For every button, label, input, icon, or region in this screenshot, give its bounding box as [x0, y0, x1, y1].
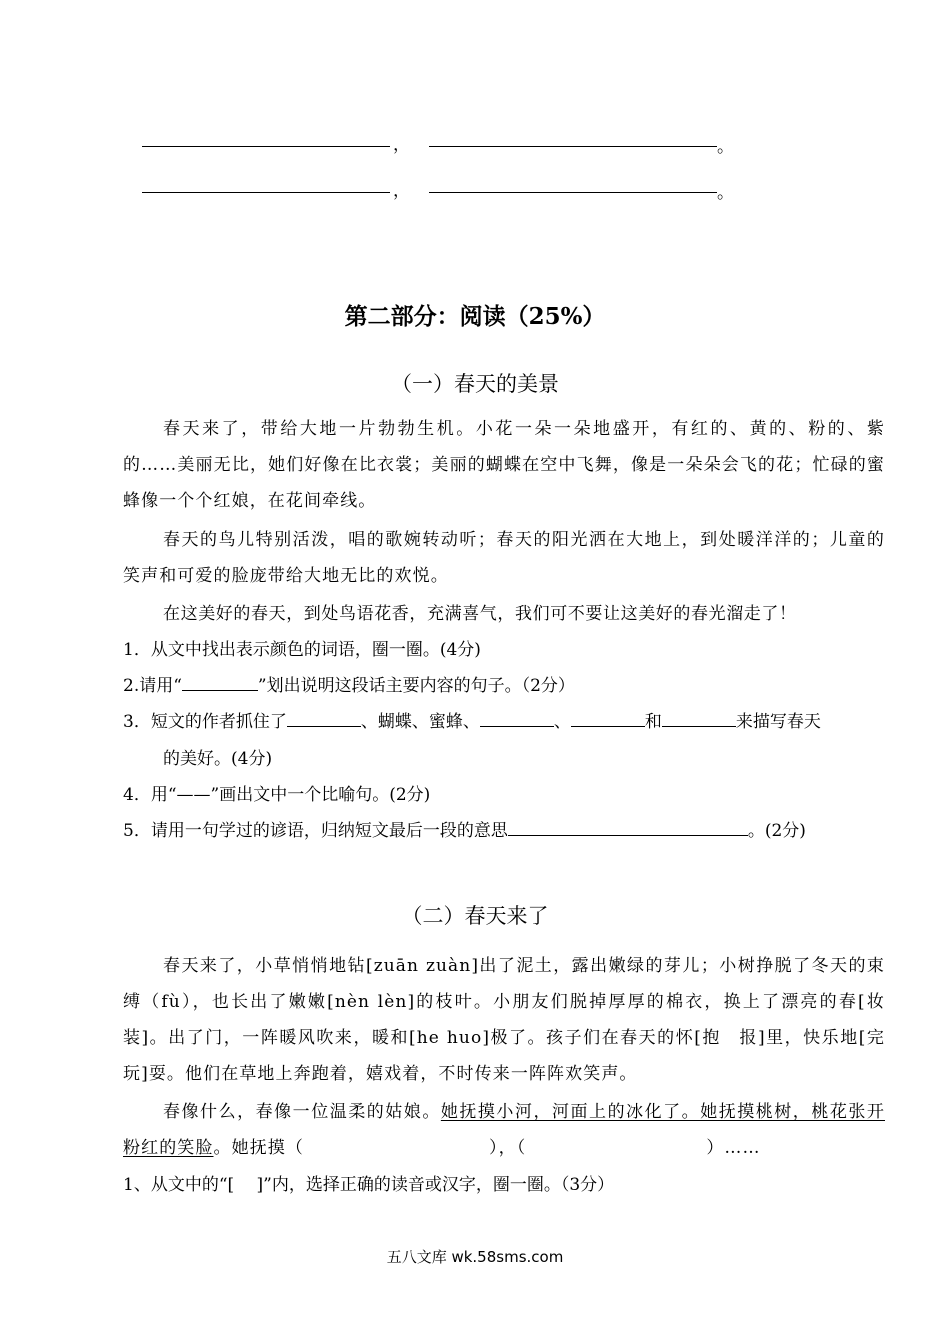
passage2-paragraph-2-text-b: 。她抚摸（: [213, 1138, 304, 1158]
question-3-continuation: 的美好。(4分): [163, 749, 273, 769]
question-2-text-a: 2.请用“: [123, 676, 182, 696]
passage2-underlined-sentence: 她抚摸小河，河面上的冰化了。她抚摸桃树，桃花张开粉红的笑脸: [123, 1102, 885, 1158]
question-3-blank-1[interactable]: [287, 712, 361, 727]
answer-blank-1b[interactable]: [429, 146, 717, 147]
question-5-text-a: 5．请用一句学过的谚语，归纳短文最后一段的意思: [123, 821, 508, 841]
passage2-paragraph-2-text-a: 春像什么，春像一位温柔的姑娘。: [163, 1102, 441, 1122]
question-2: [123, 668, 893, 704]
answer-blank-2a[interactable]: [142, 192, 390, 193]
passage1-paragraph-1: 春天来了，带给大地一片勃勃生机。小花一朵一朵地盛开，有红的、黄的、粉的、紫的……美丽无比，她们好像在比衣裳；美丽的蝴蝶在空中飞舞，像是一朵朵会飞的花；忙碌的蜜蜂像一个个红娘，在花间牵线。: [123, 419, 885, 511]
question-4: 4．用“——”画出文中一个比喻句。(2分): [123, 785, 431, 805]
question-3-text-d: 和: [644, 712, 662, 732]
period-2: 。: [717, 183, 734, 203]
passage2-paragraph-2: [123, 1094, 885, 1166]
question-3-text-b: 、蝴蝶、蜜蜂、: [360, 712, 480, 732]
period-1: 。: [717, 137, 734, 157]
passage2-question-1: 1、从文中的“[ ]”内，选择正确的读音或汉字，圈一圈。（3分）: [123, 1175, 615, 1195]
passage1-paragraph-3: 在这美好的春天，到处鸟语花香，充满喜气，我们可不要让这美好的春光溜走了！: [163, 604, 797, 624]
question-3-text-e: 来描写春天: [735, 712, 821, 732]
answer-blank-1a[interactable]: [142, 146, 390, 147]
passage1-title: （一）春天的美景: [391, 372, 559, 396]
question-3-blank-3[interactable]: [571, 712, 645, 727]
passage2-title: （二）春天来了: [401, 904, 549, 928]
comma-2: ，: [393, 181, 410, 201]
question-3-blank-4[interactable]: [662, 712, 736, 727]
question-5: [123, 813, 893, 849]
question-2-text-b: ”划出说明这段话主要内容的句子。（2分）: [257, 676, 575, 696]
passage2-paragraph-2-text-d: ）……: [706, 1138, 761, 1158]
question-3-blank-2[interactable]: [480, 712, 554, 727]
question-5-blank[interactable]: [508, 821, 748, 836]
comma-1: ，: [393, 135, 410, 155]
passage2-paragraph-2-text-c: ），（: [489, 1138, 527, 1158]
answer-blank-2b[interactable]: [429, 192, 717, 193]
passage1-paragraph-2: 春天的鸟儿特别活泼，唱的歌婉转动听；春天的阳光洒在大地上，到处暖洋洋的；儿童的笑声和可爱的脸庞带给大地无比的欢悦。: [123, 530, 885, 586]
question-3: [123, 704, 893, 740]
footer-watermark: 五八文库 wk.58sms.com: [386, 1248, 564, 1266]
passage2-paragraph-1: 春天来了，小草悄悄地钻[zuān zuàn]出了泥土，露出嫩绿的芽儿；小树挣脱了冬天的束缚（fù），也长出了嫩嫩[nèn lèn]的枝叶。小朋友们脱掉厚厚的棉衣，换上了漂亮的春[妆 装]。出了门，一阵暖风吹来，暖和[he huo]极了。孩子们在春天的怀[抱 报]里，快乐地[完 玩]耍。他们在草地上奔跑着，嬉戏着，不时传来一阵阵欢笑声。: [123, 956, 904, 1084]
part-title: 第二部分：阅读（25%）: [344, 303, 606, 330]
question-3-text-c: 、: [553, 712, 571, 732]
question-3-text-a: 3．短文的作者抓住了: [123, 712, 287, 732]
question-5-text-b: 。(2分): [747, 821, 806, 841]
question-2-blank[interactable]: [182, 676, 258, 691]
question-1: 1．从文中找出表示颜色的词语，圈一圈。(4分): [123, 640, 481, 660]
